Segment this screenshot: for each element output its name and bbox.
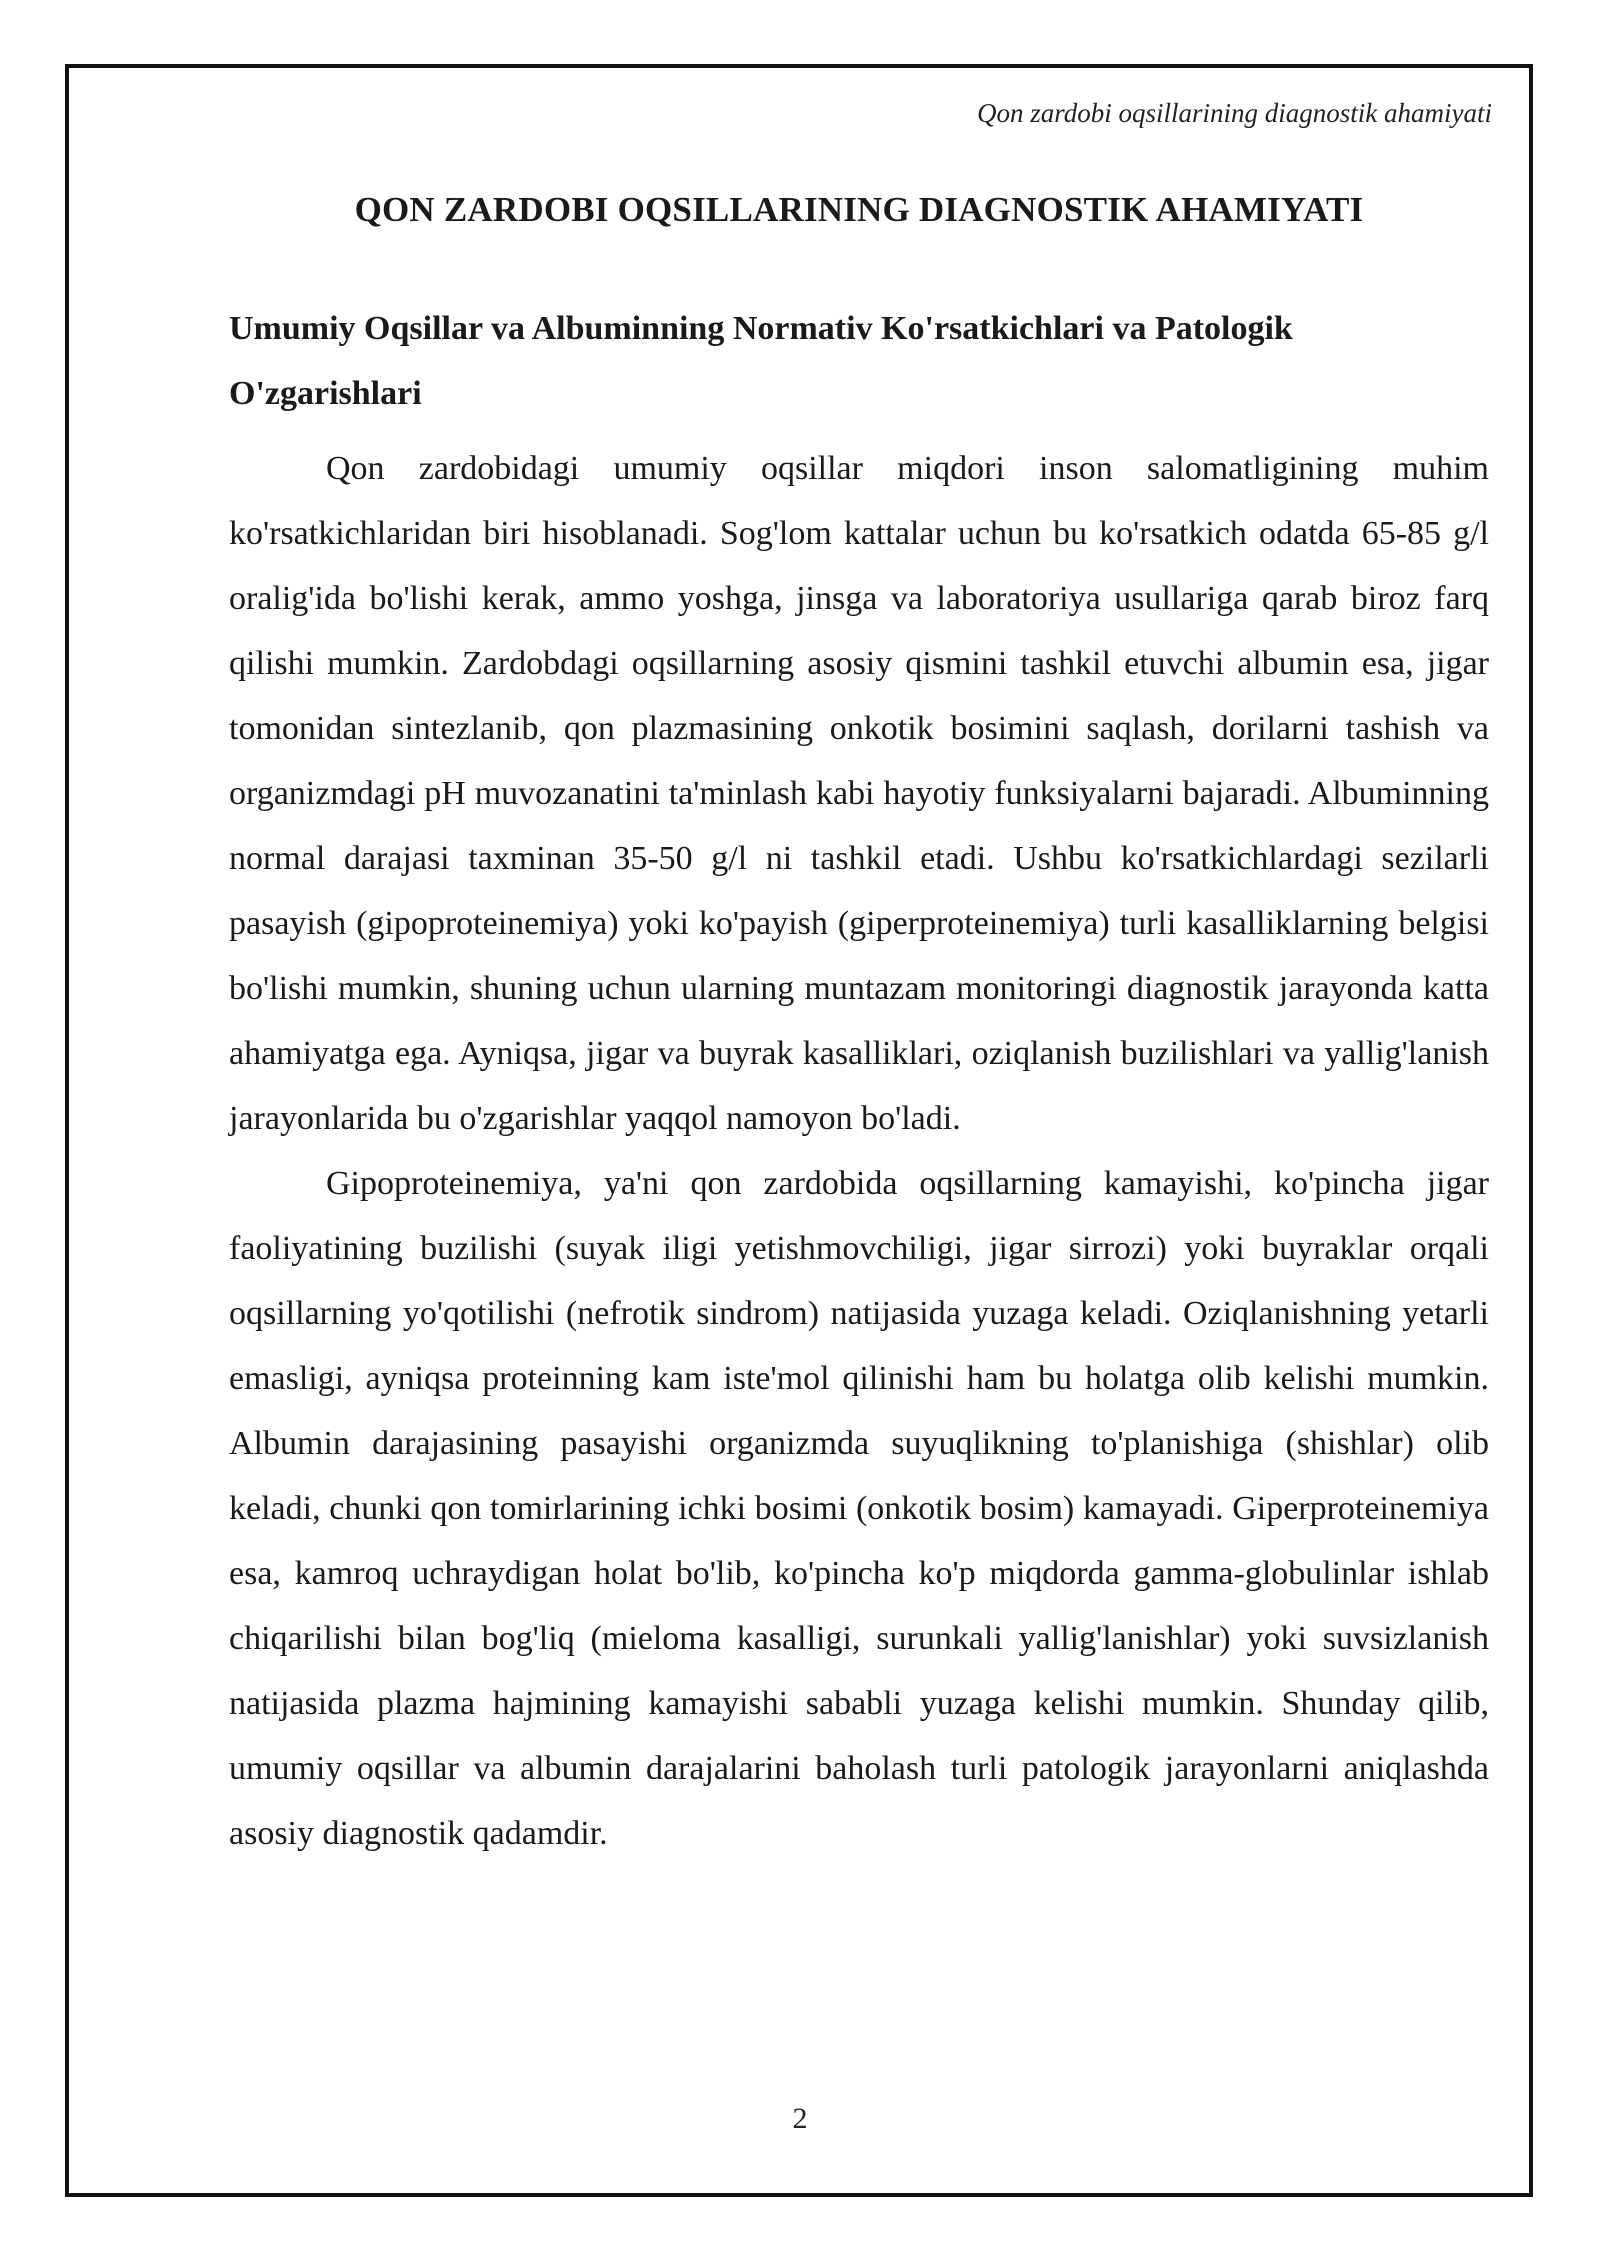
- page-number: 2: [792, 2102, 808, 2135]
- section-heading: Umumiy Oqsillar va Albuminning Normativ Ko'rsatkichlari va Patologik O'zgarishlari: [229, 310, 1293, 412]
- paragraph-2: Gipoproteinemiya, ya'ni qon zardobida oqsillarning kamayishi, ko'pincha jigar faoliyatining buzilishi (suyak iligi yetishmovchiligi, jigar sirrozi) yoki buyraklar orqali oqsillarning yo'qotilishi (nefrotik sindrom) natijasida yuzaga keladi. Oziqlanishning yetarli emasligi, ayniqsa proteinning kam iste'mol qilinishi ham bu holatga olib kelishi mumkin. Albumin darajasining pasayishi organizmda suyuqlikning to'planishiga (shishlar) olib keladi, chunki qon tomirlarining ichki bosimi (onkotik bosim) kamayadi. Giperproteinemiya esa, kamroq uchraydigan holat bo'lib, ko'pincha ko'p miqdorda gamma-globulinlar ishlab chiqarilishi bilan bog'liq (mieloma kasalligi, surunkali yallig'lanishlar) yoki suvsizlanish natijasida plazma hajmining kamayishi sababli yuzaga kelishi mumkin. Shunday qilib, umumiy oqsillar va albumin darajalarini baholash turli patologik jarayonlarni aniqlashda asosiy diagnostik qadamdir.: [229, 1165, 1489, 1852]
- paragraph-1: Qon zardobidagi umumiy oqsillar miqdori inson salomatligining muhim ko'rsatkichlaridan biri hisoblanadi. Sog'lom kattalar uchun bu ko'rsatkich odatda 65-85 g/l oralig'ida bo'lishi kerak, ammo yoshga, jinsga va laboratoriya usullariga qarab biroz farq qilishi mumkin. Zardobdagi oqsillarning asosiy qismini tashkil etuvchi albumin esa, jigar tomonidan sintezlanib, qon plazmasining onkotik bosimini saqlash, dorilarni tashish va organizmdagi pH muvozanatini ta'minlash kabi hayotiy funksiyalarni bajaradi. Albuminning normal darajasi taxminan 35-50 g/l ni tashkil etadi. Ushbu ko'rsatkichlardagi sezilarli pasayish (gipoproteinemiya) yoki ko'payish (giperproteinemiya) turli kasalliklarning belgisi bo'lishi mumkin, shuning uchun ularning muntazam monitoringi diagnostik jarayonda katta ahamiyatga ega. Ayniqsa, jigar va buyrak kasalliklari, oziqlanish buzilishlari va yallig'lanish jarayonlarida bu o'zgarishlar yaqqol namoyon bo'ladi.: [229, 450, 1489, 1137]
- running-header: Qon zardobi oqsillarining diagnostik ahamiyati: [976, 98, 1492, 128]
- body-text: [229, 436, 1489, 1866]
- document-title: QON ZARDOBI OQSILLARINING DIAGNOSTIK AHAMIYATI: [354, 190, 1364, 229]
